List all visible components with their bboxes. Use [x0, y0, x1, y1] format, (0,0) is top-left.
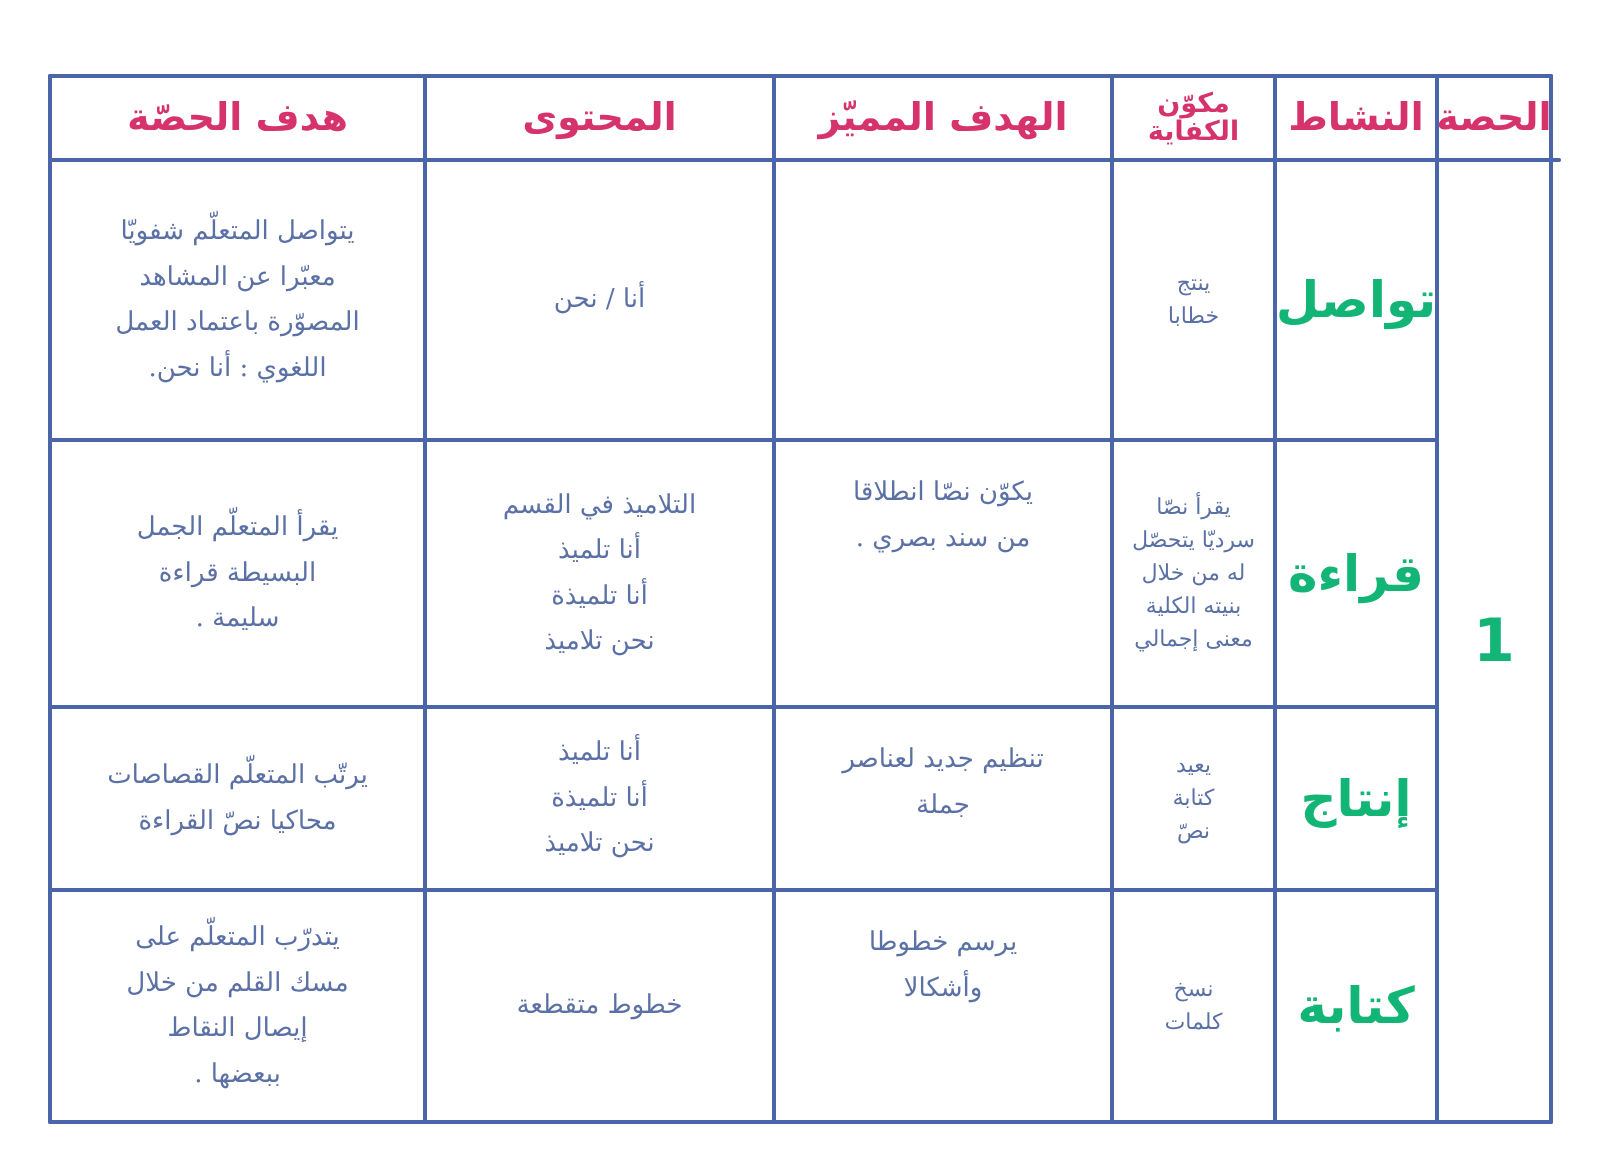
header-content: المحتوى: [522, 95, 677, 140]
cell-text-line: محاكيا نصّ القراءة: [138, 805, 337, 836]
content-cell: [425, 160, 774, 440]
cell-text-line: سليمة .: [195, 603, 280, 634]
cell-text-line: نحن تلاميذ: [544, 626, 655, 656]
cell-text-line: معنى إجمالي: [1134, 627, 1253, 652]
session-number: 1: [1473, 606, 1515, 676]
cell-text-line: خطابا: [1167, 304, 1220, 329]
activity-label: كتابة: [1297, 977, 1415, 1035]
cell-text-line: أنا تلميذة: [551, 580, 648, 611]
activity-cell: [1275, 440, 1437, 707]
cell-text-line: أنا تلميذ: [558, 737, 642, 768]
lesson-goal-cell: [50, 707, 425, 890]
cell-text-line: خطوط متقطعة: [516, 990, 683, 1021]
cell-text-line: يرسم خطوطا: [868, 927, 1018, 957]
header-objective: الهدف المميّز: [818, 95, 1068, 140]
activity-cell: [1275, 890, 1437, 1122]
header-activity: النشاط: [1288, 95, 1424, 140]
activity-label: قراءة: [1287, 544, 1425, 603]
cell-text-line: يكوّن نصّا انطلاقا: [853, 477, 1034, 507]
cell-text-line: نسخ: [1173, 977, 1214, 1002]
objective-cell: [774, 160, 1112, 440]
cell-text-line: كلمات: [1164, 1010, 1223, 1035]
activity-cell: [1275, 160, 1437, 440]
content-cell: [425, 707, 774, 890]
cell-text-line: له من خلال: [1141, 561, 1246, 586]
objective-cell: [774, 707, 1112, 890]
cell-text-line: ببعضها .: [194, 1058, 281, 1089]
cell-text-line: يقرأ المتعلّم الجمل: [136, 512, 339, 543]
cell-text-line: معبّرا عن المشاهد: [139, 261, 336, 292]
cell-text-line: أنا تلميذة: [551, 782, 648, 813]
cell-text-line: يرتّب المتعلّم القصاصات: [107, 760, 368, 790]
cell-text-line: جملة: [916, 789, 970, 820]
cell-text-line: المصوّرة باعتماد العمل: [115, 307, 360, 337]
objective-cell: [774, 890, 1112, 1122]
activity-label: إنتاج: [1300, 769, 1412, 828]
competency-cell: [1112, 890, 1275, 1122]
competency-cell: [1112, 160, 1275, 440]
cell-text-line: يتواصل المتعلّم شفويّا: [120, 216, 355, 246]
cell-text-line: وأشكالا: [903, 972, 983, 1003]
cell-text-line: يتدرّب المتعلّم على: [135, 922, 340, 952]
cell-text-line: اللغوي : أنا نحن.: [148, 352, 327, 383]
activity-cell: [1275, 707, 1437, 890]
content-cell: [425, 890, 774, 1122]
objective-cell: [774, 440, 1112, 707]
header-lesson-goal: هدف الحصّة: [127, 95, 348, 140]
cell-text-line: التلاميذ في القسم: [502, 489, 697, 520]
cell-text-line: يعيد: [1176, 753, 1211, 778]
cell-text-line: نصّ: [1176, 819, 1211, 844]
cell-text-line: البسيطة قراءة: [158, 557, 317, 588]
cell-text-line: أنا / نحن: [553, 284, 646, 315]
cell-text-line: سرديّا يتحصّل: [1132, 528, 1255, 553]
cell-text-line: أنا تلميذ: [558, 535, 642, 565]
cell-text-line: مسك القلم من خلال: [126, 967, 349, 998]
lesson-goal-cell: [50, 890, 425, 1122]
lesson-goal-cell: [50, 160, 425, 440]
competency-cell: [1112, 707, 1275, 890]
header-competency: مكوّن الكفاية: [1147, 87, 1240, 147]
cell-text-line: يقرأ نصّا: [1156, 495, 1231, 520]
header-session: الحصة: [1436, 95, 1552, 140]
cell-text-line: إيصال النقاط: [167, 1013, 308, 1043]
lesson-goal-cell: [50, 440, 425, 707]
cell-text-line: من سند بصري .: [855, 522, 1031, 553]
activity-label: تواصل: [1275, 271, 1437, 329]
cell-text-line: ينتج: [1176, 271, 1211, 296]
cell-text-line: نحن تلاميذ: [544, 828, 655, 859]
competency-cell: [1112, 440, 1275, 707]
cell-text-line: كتابة: [1172, 786, 1215, 811]
content-cell: [425, 440, 774, 707]
cell-text-line: بنيته الكلية: [1145, 594, 1242, 619]
cell-text-line: تنظيم جديد لعناصر: [842, 744, 1044, 774]
